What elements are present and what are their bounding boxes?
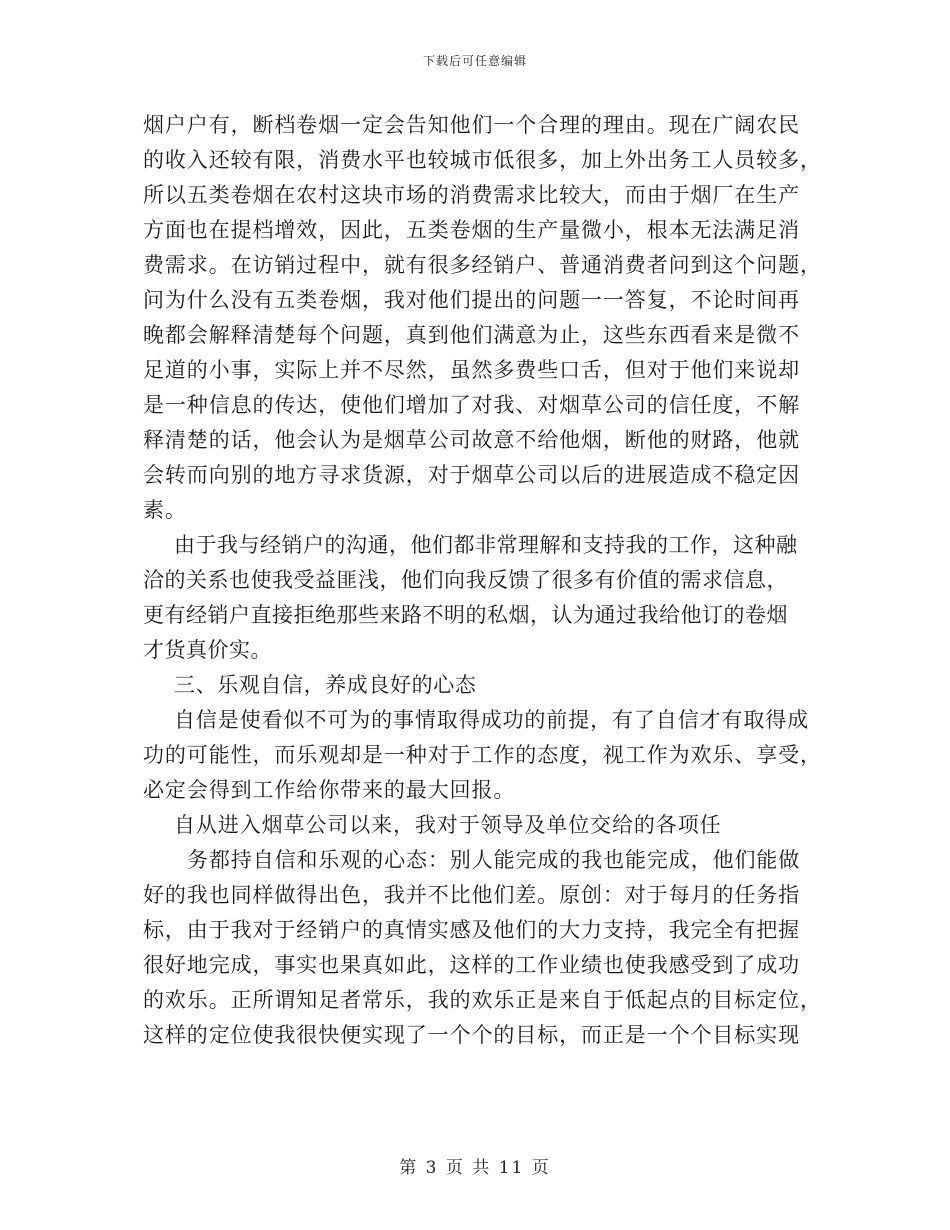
text-line: 的欢乐。正所谓知足者常乐，我的欢乐正是来自于低起点的目标定位，	[143, 988, 822, 1012]
text-line: 是一种信息的传达，使他们增加了对我、对烟草公司的信任度，不解	[143, 393, 800, 417]
text-line: 费需求。在访销过程中，就有很多经销户、普通消费者问到这个问题，	[143, 253, 822, 277]
text-line: 所以五类卷烟在农村这块市场的消费需求比较大，而由于烟厂在生产	[143, 183, 800, 207]
text-line: 标，由于我对于经销户的真情实感及他们的大力支持，我完全有把握	[143, 918, 800, 942]
paragraph-2	[143, 528, 807, 668]
text-line: 很好地完成，事实也果真如此，这样的工作业绩也使我感受到了成功	[143, 953, 800, 977]
document-body	[143, 108, 822, 1053]
section-heading-text: 三、乐观自信，养成良好的心态	[174, 673, 477, 697]
text-line: 方面也在提档增效，因此，五类卷烟的生产量微小，根本无法满足消	[143, 218, 800, 242]
text-line: 功的可能性，而乐观却是一种对于工作的态度，视工作为欢乐、享受，	[143, 743, 822, 767]
text-line: 这样的定位使我很快便实现了一个个的目标，而正是一个个目标实现	[143, 1023, 800, 1047]
text-line: 晚都会解释清楚每个问题，真到他们满意为止，这些东西看来是微不	[143, 323, 800, 347]
text-line: 自从进入烟草公司以来，我对于领导及单位交给的各项任	[174, 813, 722, 837]
paragraph-4	[143, 808, 807, 843]
page-header: 下载后可任意编辑	[422, 54, 527, 68]
text-line: 素。	[143, 498, 187, 522]
paragraph-1	[143, 108, 822, 528]
page-number-footer: 第 3 页 共 11 页	[399, 1158, 551, 1178]
text-line: 才货真价实。	[143, 638, 272, 662]
text-line: 问为什么没有五类卷烟，我对他们提出的问题一一答复，不论时间再	[143, 288, 800, 312]
text-line: 的收入还较有限，消费水平也较城市低很多，加上外出务工人员较多，	[143, 148, 822, 172]
text-line: 务都持自信和乐观的心态：别人能完成的我也能完成，他们能做	[187, 848, 801, 872]
text-line: 由于我与经销户的沟通，他们都非常理解和支持我的工作，这种融	[174, 533, 798, 557]
section-heading	[143, 668, 807, 703]
text-line: 足道的小事，实际上并不尽然，虽然多费些口舌，但对于他们来说却	[143, 358, 800, 382]
text-line: 会转而向别的地方寻求货源，对于烟草公司以后的进展造成不稳定因	[143, 463, 800, 487]
paragraph-3	[143, 703, 822, 808]
text-line: 好的我也同样做得出色，我并不比他们差。原创：对于每月的任务指	[143, 883, 800, 907]
text-line: 释清楚的话，他会认为是烟草公司故意不给他烟，断他的财路，他就	[143, 428, 800, 452]
text-line: 烟户户有，断档卷烟一定会告知他们一个合理的理由。现在广阔农民	[143, 113, 800, 137]
paragraph-5	[143, 843, 822, 1053]
text-line: 更有经销户直接拒绝那些来路不明的私烟，认为通过我给他订的卷烟	[143, 603, 788, 627]
text-line: 必定会得到工作给你带来的最大回报。	[143, 778, 516, 802]
text-line: 洽的关系也使我受益匪浅，他们向我反馈了很多有价值的需求信息，	[143, 568, 788, 592]
text-line: 自信是使看似不可为的事情取得成功的前提，有了自信才有取得成	[174, 708, 810, 732]
